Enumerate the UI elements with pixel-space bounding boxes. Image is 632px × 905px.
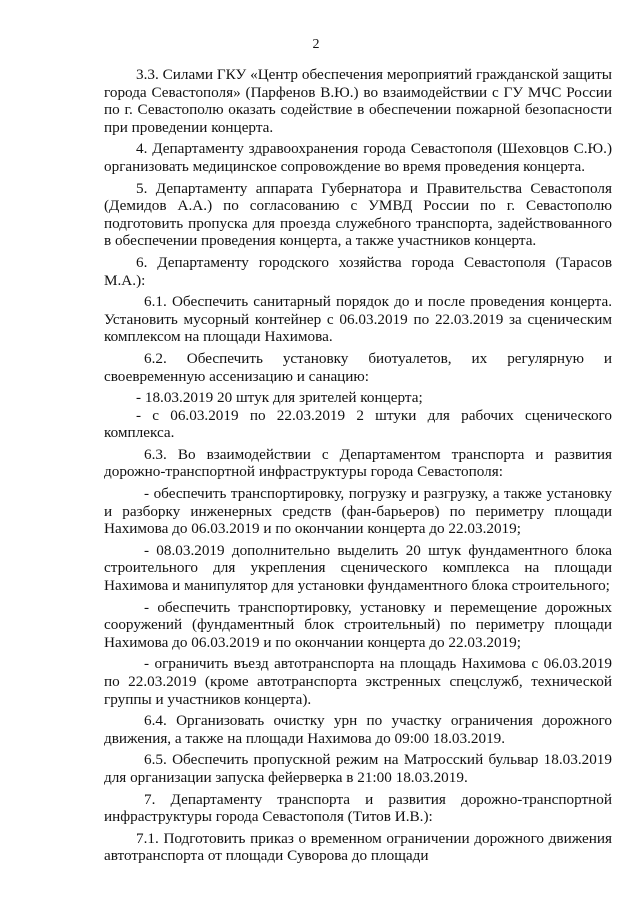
- list-item-fan-barriers: - обеспечить транспортировку, погрузку и разгрузку, а также установку и разборку инженерных средств (фан-барьеров) по периметру площади Нахимова до 06.03.2019 и по окончании концерта до 22.03.2019;: [104, 485, 612, 538]
- paragraph-6-5: 6.5. Обеспечить пропускной режим на Матросский бульвар 18.03.2019 для организации запуска фейерверка в 21:00 18.03.2019.: [104, 751, 612, 786]
- page-number: 2: [312, 37, 320, 52]
- list-item-entry-restriction: - ограничить въезд автотранспорта на площадь Нахимова с 06.03.2019 по 22.03.2019 (кроме автотранспорта экстренных спецслужб, технической группы и участников концерта).: [104, 655, 612, 708]
- list-item-foundation-blocks: - 08.03.2019 дополнительно выделить 20 штук фундаментного блока строительного для укрепления сценического комплекса на площади Нахимова и манипулятор для установки фундаментного блока строительного;: [104, 541, 612, 595]
- paragraph-5: 5. Департаменту аппарата Губернатора и Правительства Севастополя (Демидов А.А.) по согласованию с УМВД России по г. Севастополю подготовить пропуска для проезда служебного транспорта, задействованного в обеспечении проведения концерта, а также участников концерта.: [104, 179, 612, 250]
- paragraph-6-4: 6.4. Организовать очистку урн по участку ограничения дорожного движения, а также на площади Нахимова до 09:00 18.03.2019.: [104, 712, 612, 747]
- paragraph-6: 6. Департаменту городского хозяйства города Севастополя (Тарасов М.А.):: [104, 253, 612, 289]
- paragraph-6-3: 6.3. Во взаимодействии с Департаментом транспорта и развития дорожно-транспортной инфраструктуры города Севастополя:: [104, 445, 612, 481]
- document-body: [104, 66, 612, 869]
- paragraph-4: 4. Департаменту здравоохранения города Севастополя (Шеховцов С.Ю.) организовать медицинское сопровождение во время проведения концерта.: [104, 140, 612, 175]
- list-item-toilets-spectators: - 18.03.2019 20 штук для зрителей концерта;: [136, 389, 423, 407]
- paragraph-6-2: 6.2. Обеспечить установку биотуалетов, их регулярную и своевременную ассенизацию и санацию:: [104, 349, 612, 385]
- paragraph-3-3: 3.3. Силами ГКУ «Центр обеспечения мероприятий гражданской защиты города Севастополя» (Парфенов В.Ю.) во взаимодействии с ГУ МЧС России по г. Севастополю оказать содействие в обеспечении пожарной безопасности при проведении концерта.: [104, 66, 612, 136]
- paragraph-7: 7. Департаменту транспорта и развития дорожно-транспортной инфраструктуры города Севастополя (Титов И.В.):: [104, 790, 612, 826]
- list-item-road-structures: - обеспечить транспортировку, установку и перемещение дорожных сооружений (фундаментный блок строительный) по периметру площади Нахимова до 06.03.2019 и по окончании концерта до 22.03.2019;: [104, 598, 612, 651]
- paragraph-7-1: 7.1. Подготовить приказ о временном ограничении дорожного движения автотранспорта от площади Суворова до площади: [104, 829, 612, 865]
- list-item-toilets-workers: - с 06.03.2019 по 22.03.2019 2 штуки для рабочих сценического комплекса.: [104, 406, 612, 442]
- paragraph-6-1: 6.1. Обеспечить санитарный порядок до и после проведения концерта. Установить мусорный контейнер с 06.03.2019 по 22.03.2019 за сценическим комплексом на площади Нахимова.: [104, 293, 612, 346]
